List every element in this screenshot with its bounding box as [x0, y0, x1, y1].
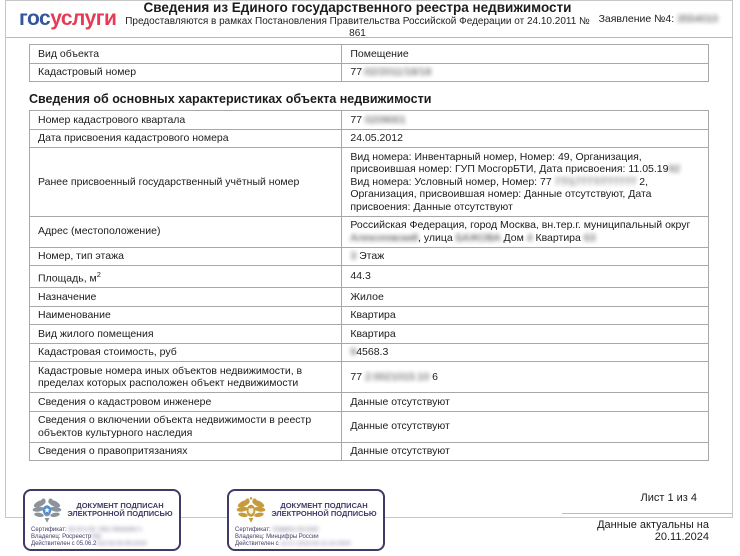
signature-stamp-mincifry	[227, 489, 385, 551]
row-label: Назначение	[30, 288, 342, 307]
page-title: Сведения из Единого государственного реестра недвижимости	[143, 0, 572, 15]
footer-block	[562, 492, 732, 556]
value-line: Квартира	[350, 309, 396, 321]
row-label: Наименование	[30, 306, 342, 325]
value-line: Данные отсутствуют	[350, 420, 450, 433]
row-value	[342, 216, 709, 247]
data-actuality	[562, 513, 732, 556]
stamp-owner-line	[235, 534, 377, 541]
row-label: Номер кадастрового квартала	[30, 111, 342, 130]
table-row	[30, 63, 709, 82]
redacted-text: 4	[526, 231, 533, 244]
stamp-top	[235, 494, 377, 526]
table-row	[30, 148, 709, 217]
row-value	[342, 442, 709, 461]
stamp-title: ДОКУМЕНТ ПОДПИСАН ЭЛЕКТРОННОЙ ПОДПИСЬЮ	[271, 500, 377, 518]
table-row	[30, 45, 709, 64]
header-title-block	[116, 0, 598, 39]
stamp-owner-line	[31, 534, 173, 541]
bottom-row	[29, 489, 709, 556]
object-info-table-body	[30, 45, 709, 82]
row-value	[342, 247, 709, 266]
gosuslugi-logo	[19, 7, 116, 31]
object-info-table	[29, 44, 709, 82]
row-label: Кадастровые номера иных объектов недвижимости, в пределах которых расположен объект недвижимости	[30, 362, 342, 393]
section-title: Сведения об основных характеристиках объекта недвижимости	[29, 92, 432, 106]
value-line: Квартира	[350, 327, 396, 340]
logo-part-gos: гос	[19, 7, 51, 30]
row-value	[342, 393, 709, 412]
row-label: Адрес (местоположение)	[30, 216, 342, 247]
row-value	[342, 129, 709, 148]
value-line: Помещение	[350, 47, 409, 60]
stamp-certificate-line	[31, 527, 173, 534]
page-subtitle: Предоставляются в рамках Постановления Правительства Российской Федерации от 24.10.2011 № 861	[125, 16, 590, 39]
table-row	[30, 325, 709, 344]
row-value	[342, 343, 709, 362]
value-line: 44.3	[350, 270, 371, 283]
table-row	[30, 393, 709, 412]
value-line: Российская Федерация, город Москва, вн.тер.г. муниципальный округ Алексеевский, улица БАЖОВА Дом 4 Квартира 63	[350, 219, 691, 244]
document-header	[6, 1, 732, 38]
redacted-text: 9	[350, 346, 357, 358]
validity-value: 05.06.2	[76, 540, 97, 547]
redacted-text: 63	[583, 231, 596, 244]
row-value	[342, 288, 709, 307]
table-row	[30, 111, 709, 130]
redacted-text: 3	[350, 250, 357, 262]
table-row	[30, 343, 709, 362]
value-line: 77 2:0021015:10 6	[350, 370, 438, 383]
stamp-title: ДОКУМЕНТ ПОДПИСАН ЭЛЕКТРОННОЙ ПОДПИСЬЮ	[67, 500, 173, 518]
value-line: Данные отсутствуют	[350, 395, 450, 408]
validity-label: Действителен с	[31, 540, 75, 547]
application-number-label: Заявление №4:	[598, 13, 675, 25]
table-row	[30, 216, 709, 247]
logo-part-uslugi: услуги	[50, 7, 117, 30]
signature-stamp-rosreestr	[23, 489, 181, 551]
redacted-text: 92	[668, 163, 681, 175]
row-label: Вид объекта	[30, 45, 342, 64]
value-line: Жилое	[350, 290, 384, 303]
row-label: Кадастровый номер	[30, 63, 342, 82]
stamp-details	[235, 527, 377, 548]
row-value	[342, 148, 709, 217]
owner-value: Минцифры России	[266, 533, 319, 540]
row-value	[342, 306, 709, 325]
table-row	[30, 362, 709, 393]
redacted-text: 77/17777/777777	[554, 175, 637, 188]
table-row	[30, 129, 709, 148]
document-page	[5, 0, 733, 547]
rosreestr-eagle-icon	[31, 494, 63, 526]
row-value	[342, 63, 709, 82]
validity-label: Действителен с	[235, 540, 279, 547]
redacted-text: 0209001	[364, 113, 406, 126]
stamp-certificate-line	[235, 527, 377, 534]
value-line: 24.05.2012	[350, 132, 403, 144]
row-value	[342, 325, 709, 344]
validity-value-redacted: 21.07.2023 по 21.10.2024	[280, 540, 351, 547]
russia-coat-of-arms-icon	[235, 494, 267, 526]
application-number	[599, 13, 718, 25]
row-label: Номер, тип этажа	[30, 247, 342, 266]
redacted-text: :02/2011/18/18	[362, 66, 432, 78]
row-label: Ранее присвоенный государственный учётный номер	[30, 148, 342, 217]
certificate-label: Сертификат:	[235, 527, 271, 533]
row-label: Вид жилого помещения	[30, 325, 342, 344]
table-row	[30, 266, 709, 288]
table-row	[30, 442, 709, 461]
row-label: Сведения о кадастровом инженере	[30, 393, 342, 412]
value-line: 77 0209001	[350, 113, 406, 126]
certificate-value: 00ав45с7821169	[272, 527, 319, 533]
row-value	[342, 45, 709, 64]
redacted-text: 2:0021015:10	[364, 370, 430, 383]
stamp-details	[31, 527, 173, 548]
validity-value-redacted: 023 по 05.09.2024	[96, 540, 147, 547]
main-characteristics-table	[29, 110, 709, 461]
certificate-label: Сертификат:	[31, 527, 67, 533]
row-value	[342, 362, 709, 393]
row-value	[342, 411, 709, 442]
row-value	[342, 266, 709, 288]
row-label: Сведения о правопритязаниях	[30, 442, 342, 461]
stamp-validity-line	[235, 541, 377, 548]
stamp-validity-line	[31, 541, 173, 548]
owner-label: Владелец:	[31, 533, 61, 540]
redacted-text: Алексеевский	[350, 231, 419, 244]
row-label: Площадь, $м^2$	[30, 266, 342, 288]
row-label: Кадастровая стоимость, руб	[30, 343, 342, 362]
value-line: Данные отсутствуют	[350, 445, 450, 457]
value-line: Вид номера: Инвентарный номер, Номер: 49, Организация, присвоившая номер: ГУП МосгорБТИ, Дата присвоения: 11.05.1992	[350, 150, 681, 175]
main-characteristics-table-body	[30, 111, 709, 461]
application-number-value: 3554010	[677, 13, 718, 25]
value-line: 3 Этаж	[350, 250, 385, 262]
stamp-top	[31, 494, 173, 526]
table-row	[30, 306, 709, 325]
table-row	[30, 247, 709, 266]
owner-value-redacted: ечв	[91, 533, 101, 540]
sheet-number: Лист 1 из 4	[640, 492, 697, 504]
owner-value: Росреестр	[62, 533, 92, 540]
table-row	[30, 288, 709, 307]
redacted-text: БАЖОВА	[455, 231, 501, 244]
signature-stamps	[23, 489, 385, 551]
value-line: Вид номера: Условный номер, Номер: 77 77/17777/777777 2, Организация, присвоившая номер: Данные отсутствуют, Дата присвоения: Данные отсутствуют	[350, 175, 652, 213]
value-line: 94568.3	[350, 346, 389, 358]
data-actuality-text: Данные актуальны на 20.11.2024	[597, 519, 709, 543]
document-content	[6, 38, 732, 556]
table-row	[30, 411, 709, 442]
owner-label: Владелец:	[235, 533, 265, 540]
value-line: 77:02/2011/18/18	[350, 66, 432, 78]
certificate-value: 63 9ГА78Г74917б63эо93 ч	[68, 527, 142, 533]
row-label: Сведения о включении объекта недвижимости в реестр объектов культурного наследия	[30, 411, 342, 442]
row-value	[342, 111, 709, 130]
row-label: Дата присвоения кадастрового номера	[30, 129, 342, 148]
